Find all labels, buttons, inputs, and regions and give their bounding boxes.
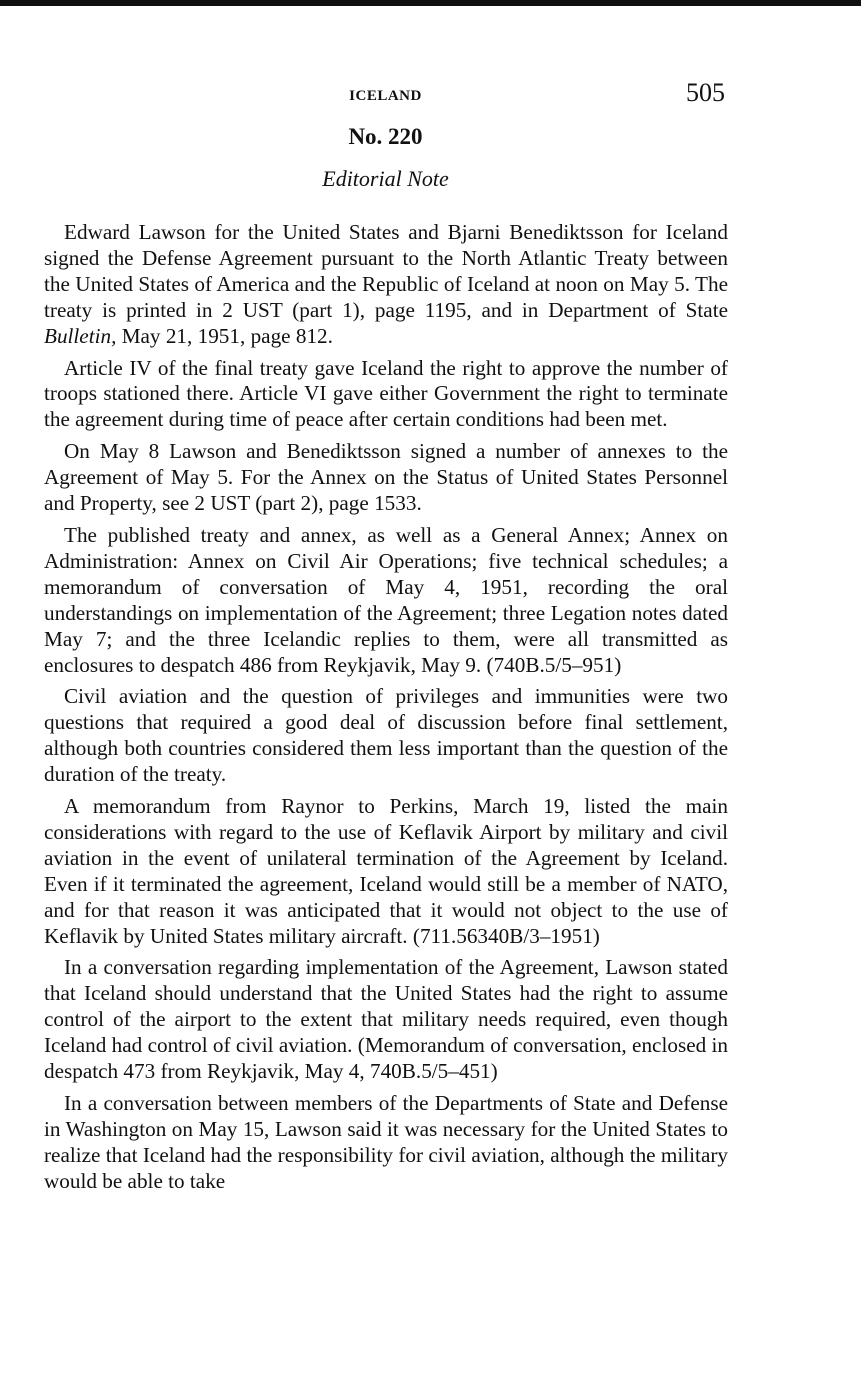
paragraph-3: On May 8 Lawson and Benediktsson signed a number of annexes to the Agreement of May 5. For the Annex on the Status of United States Personnel and Property, see 2 UST (part 2), page 1533.	[44, 439, 728, 516]
bulletin-title: Bulletin,	[44, 323, 117, 348]
running-title: ICELAND	[349, 88, 422, 104]
top-border-rule	[0, 0, 861, 6]
running-header	[0, 78, 861, 110]
document-number: No. 220	[348, 124, 423, 149]
paragraph-7: In a conversation regarding implementation of the Agreement, Lawson stated that Iceland should understand that the United States had the right to assume control of the airport to the extent that military needs required, even though Iceland had control of civil aviation. (Memorandum of conversation, enclosed in despatch 473 from Reykjavik, May 4, 740B.5/5–451)	[44, 955, 728, 1084]
paragraph-4: The published treaty and annex, as well as a General Annex; Annex on Administration: Annex on Civil Air Operations; five technical schedules; a memorandum of conversation of May 4, 1951, recording the oral understandings on implementation of the Agreement; three Legation notes dated May 7; and the three Icelandic replies to them, were all transmitted as enclosures to despatch 486 from Reykjavik, May 9. (740B.5/5–951)	[44, 522, 728, 677]
paragraph-2: Article IV of the final treaty gave Iceland the right to approve the number of troops stationed there. Article VI gave either Government the right to terminate the agreement during time of peace after certain conditions had been met.	[44, 355, 728, 432]
paragraph-1-text-b: May 21, 1951, page 812.	[116, 323, 333, 348]
paragraph-5: Civil aviation and the question of privileges and immunities were two questions that required a good deal of discussion before final settlement, although both countries considered them less important than the question of the duration of the treaty.	[44, 684, 728, 787]
document-subtitle: Editorial Note	[322, 166, 449, 191]
paragraph-6: A memorandum from Raynor to Perkins, March 19, listed the main considerations with regard to the use of Keflavik Airport by military and civil aviation in the event of unilateral termination of the Agreement by Iceland. Even if it terminated the agreement, Iceland would still be a member of NATO, and for that reason it was anticipated that it would not object to the use of Keflavik by United States military aircraft. (711.56340B/3–1951)	[44, 794, 728, 948]
page-number: 505	[686, 78, 725, 107]
paragraph-1-text-a: Edward Lawson for the United States and Bjarni Benediktsson for Iceland signed the Defense Agreement pursuant to the North Atlantic Treaty between the United States of America and the Republic of Iceland at noon on May 5. The treaty is printed in 2 UST (part 1), page 1195, and in Department of State	[44, 220, 728, 322]
editorial-note-body	[44, 220, 728, 1201]
paragraph-8: In a conversation between members of the Departments of State and Defense in Washington on May 15, Lawson said it was necessary for the United States to realize that Iceland had the responsibility for civil aviation, although the military would be able to take	[44, 1091, 728, 1193]
paragraph-1	[44, 220, 728, 350]
